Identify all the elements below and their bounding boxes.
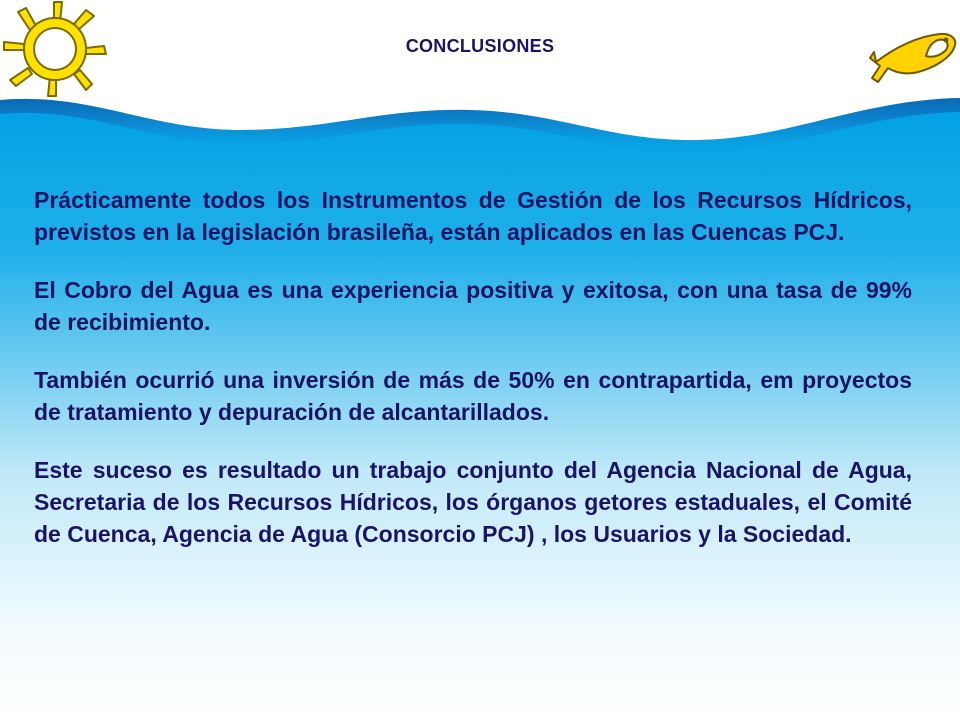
paragraph-water-charge: El Cobro del Agua es una experiencia positiva y exitosa, con una tasa de 99% de recibimiento. — [34, 277, 912, 335]
conclusions-body — [34, 184, 912, 576]
paragraph-investment: También ocurrió una inversión de más de 50% en contrapartida, em proyectos de tratamiento y depuración de alcantarillados. — [34, 367, 912, 425]
slide-title: CONCLUSIONES — [405, 36, 555, 56]
paragraph-joint-work: Este suceso es resultado un trabajo conjunto del Agencia Nacional de Agua, Secretaria de los Recursos Hídricos, los órganos getores estaduales, el Comité de Cuenca, Agencia de Agua (Consorcio PCJ) , los Usuarios y la Sociedad. — [34, 457, 912, 547]
paragraph-instruments: Prácticamente todos los Instrumentos de Gestión de los Recursos Hídricos, previstos en la legislación brasileña, están aplicados en las Cuencas PCJ. — [34, 187, 912, 245]
